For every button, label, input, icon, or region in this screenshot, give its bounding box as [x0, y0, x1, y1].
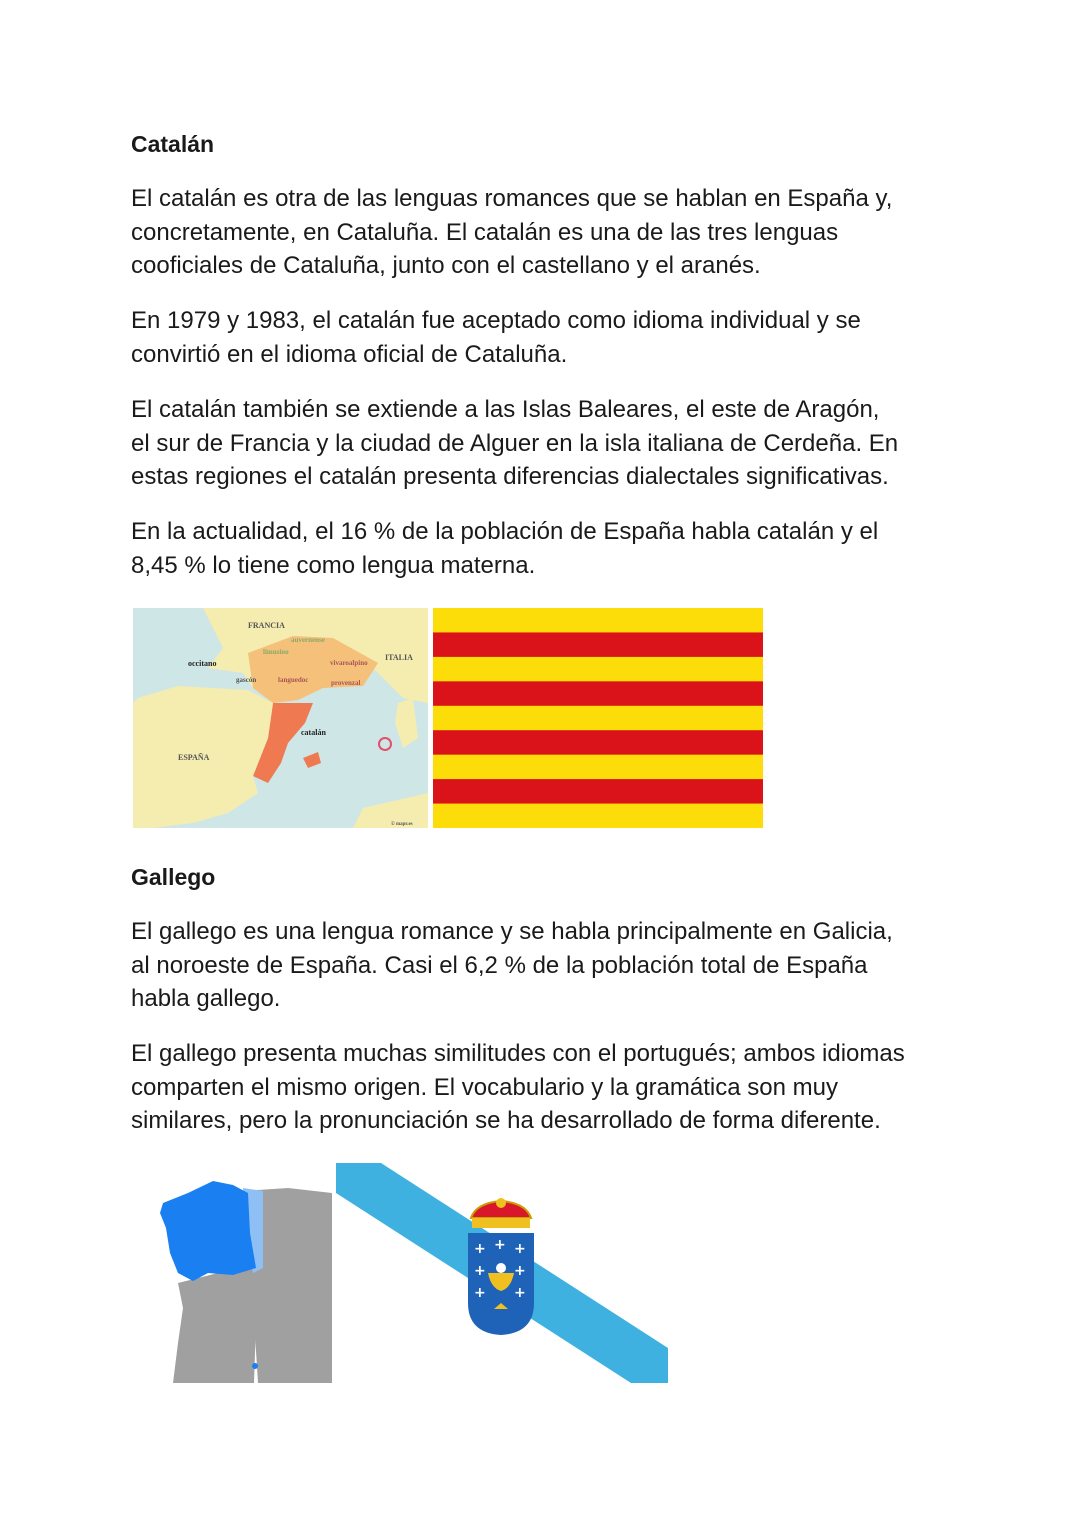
paragraph — [131, 915, 893, 1016]
flag-stripe-red — [433, 730, 763, 755]
svg-text:+: + — [474, 1241, 486, 1257]
svg-text:+: + — [514, 1285, 526, 1301]
map-label: limusino — [263, 648, 289, 656]
paragraph — [131, 393, 898, 494]
text-line: El catalán también se extiende a las Islas Baleares, el este de Aragón, — [131, 396, 880, 423]
flag-stripe-red — [433, 681, 763, 706]
text-line: convirtió en el idioma oficial de Cataluña. — [131, 340, 568, 368]
galician-flag — [336, 1163, 668, 1383]
flag-stripe-red — [433, 632, 763, 657]
map-label: ESPAÑA — [178, 753, 210, 762]
map-label: ITALIA — [385, 653, 413, 662]
map-label: occitano — [188, 659, 217, 668]
svg-text:+: + — [494, 1237, 506, 1253]
svg-text:+: + — [514, 1263, 526, 1279]
coat-of-arms-icon — [468, 1198, 534, 1335]
flag-stripe-yellow — [433, 804, 763, 828]
text-line: comparten el mismo origen. El vocabulario y la gramática son muy — [131, 1073, 838, 1101]
flag-stripe-red — [433, 779, 763, 804]
flag-stripe-yellow — [433, 608, 763, 633]
paragraph — [131, 182, 892, 283]
paragraph — [131, 515, 878, 582]
text-line: 8,45 % lo tiene como lengua materna. — [131, 551, 536, 579]
paragraph — [131, 304, 861, 371]
map-label: gascón — [236, 676, 257, 684]
text-line: concretamente, en Cataluña. El catalán es una de las tres lenguas — [131, 218, 839, 246]
text-line: En la actualidad, el 16 % de la población de España habla catalán y el — [131, 518, 879, 545]
text-line: El catalán es otra de las lenguas romances que se hablan en España y, — [131, 185, 893, 212]
text-line: estas regiones el catalán presenta diferencias dialectales significativas. — [131, 463, 889, 490]
map-label: languedoc — [278, 676, 309, 684]
svg-text:+: + — [474, 1285, 486, 1301]
svg-text:+: + — [514, 1241, 526, 1257]
catalan-language-map — [133, 608, 428, 828]
map-label: auvernense — [291, 636, 325, 644]
text-line: similares, pero la pronunciación se ha desarrollado de forma diferente. — [131, 1107, 881, 1134]
svg-text:+: + — [474, 1263, 486, 1279]
map-label: catalán — [301, 728, 326, 737]
paragraph — [131, 1037, 905, 1138]
text-line: el sur de Francia y la ciudad de Alguer en la isla italiana de Cerdeña. En — [131, 429, 899, 457]
heading-catalan: Catalán — [131, 131, 215, 157]
map-label: provenzal — [331, 679, 361, 687]
map-label: vivaroalpino — [330, 659, 368, 667]
galicia-map — [158, 1163, 333, 1383]
map-credit: © mapr.es — [391, 822, 413, 827]
heading-gallego: Gallego — [131, 864, 216, 890]
text-line: El gallego presenta muchas similitudes con el portugués; ambos idiomas — [131, 1040, 905, 1067]
flag-stripe-yellow — [433, 706, 763, 731]
flag-stripe-yellow — [433, 657, 763, 682]
text-line: En 1979 y 1983, el catalán fue aceptado como idioma individual y se — [131, 307, 861, 334]
map-label: FRANCIA — [248, 621, 285, 630]
text-line: habla gallego. — [131, 985, 281, 1012]
catalan-flag — [433, 608, 763, 828]
text-line: El gallego es una lengua romance y se habla principalmente en Galicia, — [131, 918, 893, 945]
text-line: cooficiales de Cataluña, junto con el castellano y el aranés. — [131, 252, 761, 279]
text-line: al noroeste de España. Casi el 6,2 % de la población total de España — [131, 951, 868, 979]
flag-stripe-yellow — [433, 755, 763, 780]
